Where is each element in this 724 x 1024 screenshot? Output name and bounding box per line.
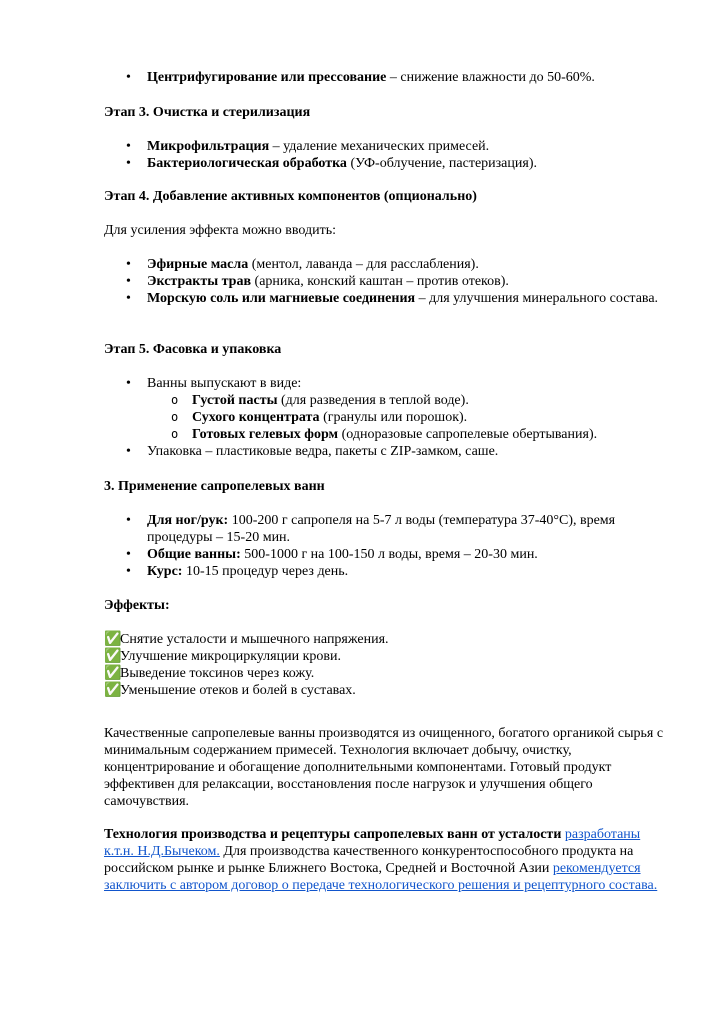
sub-list-item: o Густой пасты (для разведения в теплой воде). [171,393,469,408]
list-item: • Микрофильтрация – удаление механических примесей. [126,139,490,154]
check-icon: ✅ [104,649,122,664]
sub-list-item: o Сухого концентрата (гранулы или порошок). [171,410,468,425]
stage3-list [104,138,669,172]
section3-heading: 3. Применение сапропелевых ванн [104,479,325,494]
list-item: • Центрифугирование или прессование – снижение влажности до 50-60%. [126,70,595,85]
list-item: • Курс: 10-15 процедур через день. [126,564,349,579]
list-item: • Для ног/рук: 100-200 г сапропеля на 5-7 л воды (температура 37-40°C), время процедуры – 15-20 мин. [126,513,616,545]
stage5-sublist [104,392,669,443]
summary-paragraph: Качественные сапропелевые ванны производятся из очищенного, богатого органикой сырья с минимальным содержанием примесей. Технология включает добычу, очистку, концентрирование и обогащение дополнительными компонентами. Готовый продукт эффективен для релаксации, восстановления после нагрузок и улучшения общего самочувствия. [104,726,664,809]
section3-list [104,512,669,580]
list-item: • Эфирные масла (ментол, лаванда – для расслабления). [126,257,479,272]
stage3-heading: Этап 3. Очистка и стерилизация [104,105,311,120]
stage4-list [104,256,669,307]
stage5-list [104,375,669,460]
list-item: • Морскую соль или магниевые соединения – для улучшения минерального состава. [126,291,659,306]
effects-list [104,631,669,699]
check-icon: ✅ [104,683,122,698]
stage4-intro: Для усиления эффекта можно вводить: [104,223,337,238]
check-icon: ✅ [104,666,122,681]
list-item: • Экстракты трав (арника, конский каштан – против отеков). [126,274,509,289]
list-item: • Общие ванны: 500-1000 г на 100-150 л воды, время – 20-30 мин. [126,547,538,562]
effect-item: ✅Снятие усталости и мышечного напряжения. [104,632,389,647]
stage4-heading: Этап 4. Добавление активных компонентов (опционально) [104,189,477,204]
bullet: • [126,70,131,85]
stage5-heading: Этап 5. Фасовка и упаковка [104,342,282,357]
effect-item: ✅Уменьшение отеков и болей в суставах. [104,683,356,698]
author-link[interactable]: разработаны к.т.н. Н.Д.Бычеком. [104,827,641,859]
effect-item: ✅Улучшение микроциркуляции крови. [104,649,341,664]
check-icon: ✅ [104,632,122,647]
top-list [104,69,669,86]
final-paragraph: Технология производства и рецептуры сапропелевых ванн от усталости разработаны к.т.н. Н.Д.Бычеком. Для производства качественного конкурентоспособного продукта на российском рынке и рынке Ближнего Востока, Средней и Восточной Азии рекомендуется заключить с автором договор о передаче технологического решения и рецептурного состава. [104,827,658,893]
contract-link[interactable]: рекомендуется заключить с автором договор о передаче технологического решения и рецептурного состава. [104,861,658,893]
list-item: • Бактериологическая обработка (УФ-облучение, пастеризация). [126,156,537,171]
sub-list-item: o Готовых гелевых форм (одноразовые сапропелевые обертывания). [171,427,598,442]
effects-heading: Эффекты: [104,598,170,613]
list-item: • Ванны выпускают в виде: o Густой пасты (для разведения в теплой воде). o Сухого концентрата (гранулы или порошок). o Готовых гелевых форм (одноразовые сапропелевые обертывания). [104,375,669,443]
list-item: • Упаковка – пластиковые ведра, пакеты с ZIP-замком, саше. [126,444,499,459]
effect-item: ✅Выведение токсинов через кожу. [104,666,315,681]
